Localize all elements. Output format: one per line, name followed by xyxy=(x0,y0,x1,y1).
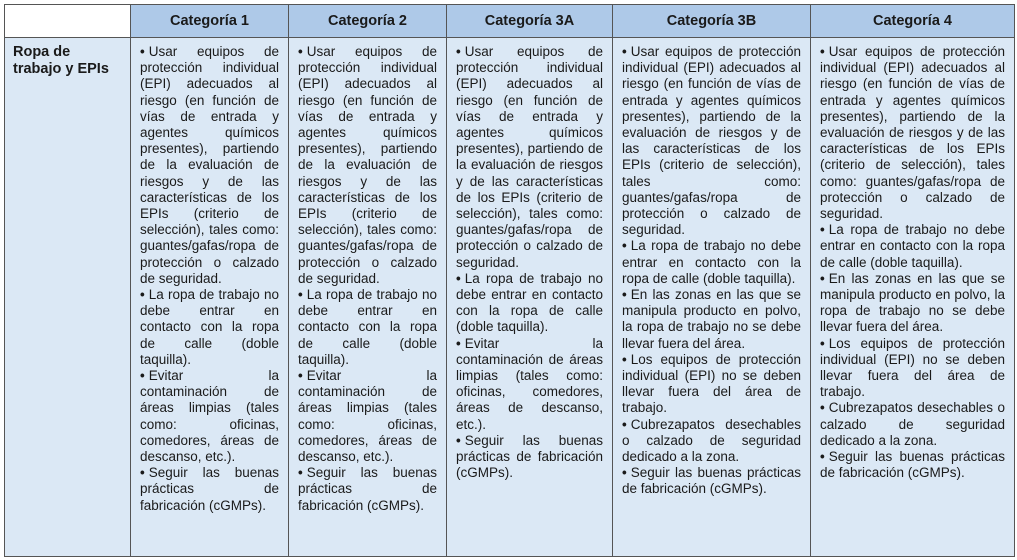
list-item: • En las zonas en las que se manipula producto en polvo, la ropa de trabajo no se debe llevar fuera del área. xyxy=(820,270,1005,335)
list-item: • La ropa de trabajo no debe entrar en contacto con la ropa de calle (doble taquilla). xyxy=(622,238,801,286)
list-item: • Los equipos de protección individual (EPI) no se deben llevar fuera del área de trabajo. xyxy=(820,335,1005,400)
cell-categoria-1 xyxy=(131,38,289,557)
cell-categoria-2 xyxy=(289,38,447,557)
list-item: • Usar equipos de protección individual (EPI) adecuados al riesgo (en función de vías de entrada y agentes químicos presentes), partiendo de la evaluación de riesgos y de las características de los EPIs (criterio de selección), tales como: guantes/gafas/ropa de protección o calzado de seguridad. xyxy=(140,44,279,286)
list-item: • Seguir las buenas prácticas de fabricación (cGMPs). xyxy=(140,465,279,513)
header-categoria-2: Categoría 2 xyxy=(289,5,447,38)
list-item: • En las zonas en las que se manipula producto en polvo, la ropa de trabajo no se debe llevar fuera del área. xyxy=(622,287,801,351)
list-item: • La ropa de trabajo no debe entrar en contacto con la ropa de calle (doble taquilla). xyxy=(456,270,603,335)
list-item: • Evitar la contaminación de áreas limpias (tales como: oficinas, comedores, áreas de descanso, etc.). xyxy=(456,335,603,432)
list-item: • Los equipos de protección individual (EPI) no se deben llevar fuera del área de trabajo. xyxy=(622,351,801,416)
bullet-list xyxy=(820,44,1005,481)
row-label: Ropa de trabajo y EPIs xyxy=(5,38,131,557)
list-item: • Usar equipos de protección individual (EPI) adecuados al riesgo (en función de vías de entrada y agentes químicos presentes), partiendo de la evaluación de riesgos y de las características de los EPIs (criterio de selección), tales como: guantes/gafas/ropa de protección o calzado de seguridad. xyxy=(820,44,1005,222)
header-categoria-1: Categoría 1 xyxy=(131,5,289,38)
header-row xyxy=(5,5,1015,38)
list-item: • Seguir las buenas prácticas de fabricación (cGMPs). xyxy=(456,432,603,481)
list-item: • Cubrezapatos desechables o calzado de seguridad dedicado a la zona. xyxy=(622,416,801,465)
list-item: • Usar equipos de protección individual (EPI) adecuados al riesgo (en función de vías de entrada y agentes químicos presentes), partiendo de la evaluación de riesgos y de las características de los EPIs (criterio de selección), tales como: guantes/gafas/ropa de protección o calzado de seguridad. xyxy=(622,44,801,238)
bullet-list xyxy=(456,44,603,481)
cell-categoria-3b xyxy=(613,38,811,557)
list-item: • La ropa de trabajo no debe entrar en contacto con la ropa de calle (doble taquilla). xyxy=(298,287,437,367)
list-item: • La ropa de trabajo no debe entrar en contacto con la ropa de calle (doble taquilla). xyxy=(820,222,1005,270)
cell-categoria-3a xyxy=(447,38,613,557)
bullet-list xyxy=(622,44,801,498)
list-item: • Usar equipos de protección individual (EPI) adecuados al riesgo (en función de vías de entrada y agentes químicos presentes), partiendo de la evaluación de riesgos y de las características de los EPIs (criterio de selección), tales como: guantes/gafas/ropa de protección o calzado de seguridad. xyxy=(456,44,603,270)
corner-cell xyxy=(5,5,131,38)
row-ropa-de-trabajo xyxy=(5,38,1015,557)
cell-categoria-4 xyxy=(811,38,1015,557)
list-item: • Seguir las buenas prácticas de fabricación (cGMPs). xyxy=(820,449,1005,481)
bullet-list xyxy=(140,44,279,514)
list-item: • La ropa de trabajo no debe entrar en contacto con la ropa de calle (doble taquilla). xyxy=(140,287,279,367)
category-table xyxy=(4,4,1015,557)
list-item: • Cubrezapatos desechables o calzado de seguridad dedicado a la zona. xyxy=(820,400,1005,448)
list-item: • Evitar la contaminación de áreas limpias (tales como: oficinas, comedores, áreas de descanso, etc.). xyxy=(298,368,437,465)
list-item: • Seguir las buenas prácticas de fabricación (cGMPs). xyxy=(622,465,801,497)
list-item: • Evitar la contaminación de áreas limpias (tales como: oficinas, comedores, áreas de descanso, etc.). xyxy=(140,368,279,465)
list-item: • Usar equipos de protección individual (EPI) adecuados al riesgo (en función de vías de entrada y agentes químicos presentes), partiendo de la evaluación de riesgos y de las características de los EPIs (criterio de selección), tales como: guantes/gafas/ropa de protección o calzado de seguridad. xyxy=(298,44,437,286)
header-categoria-3b: Categoría 3B xyxy=(613,5,811,38)
bullet-list xyxy=(298,44,437,514)
list-item: • Seguir las buenas prácticas de fabricación (cGMPs). xyxy=(298,465,437,513)
header-categoria-3a: Categoría 3A xyxy=(447,5,613,38)
header-categoria-4: Categoría 4 xyxy=(811,5,1015,38)
